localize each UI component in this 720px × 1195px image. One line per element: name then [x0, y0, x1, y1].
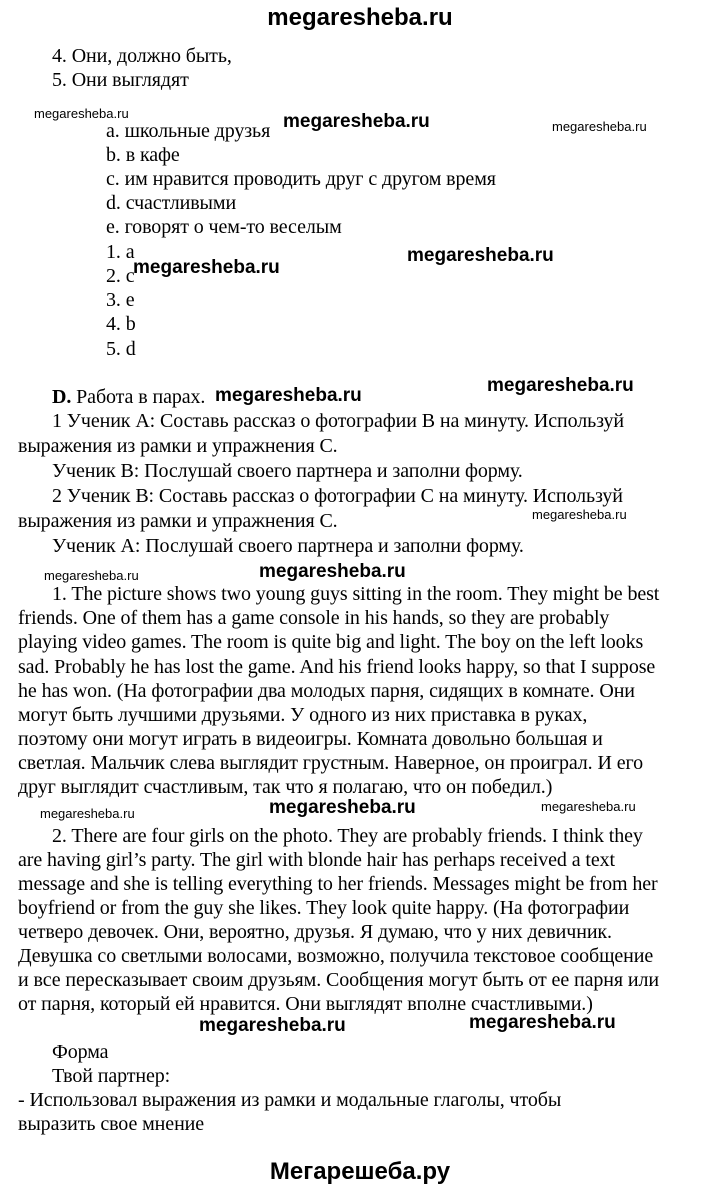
answer-line: 4. b [106, 313, 136, 335]
instruction-line: Ученик А: Послушай своего партнера и заполни форму. [52, 535, 524, 557]
instruction-line: выражения из рамки и упражнения С. [18, 510, 338, 532]
section-heading [52, 385, 205, 409]
footer-watermark: Мегарешеба.ру [269, 1158, 451, 1185]
answer2-line: are having girl’s party. The girl with blonde hair has perhaps received a text [18, 849, 615, 871]
form-subtitle: Твой партнер: [52, 1065, 171, 1087]
watermark: megaresheba.ru [44, 568, 139, 583]
item-line: 4. Они, должно быть, [52, 45, 232, 67]
instruction-line: 2 Ученик В: Составь рассказ о фотографии С на минуту. Используй [52, 485, 623, 507]
watermark: megaresheba.ru [552, 119, 647, 134]
answer2-line: и все пересказывает своим друзьям. Сообщения могут быть от ее парня или [18, 969, 659, 991]
section-label: D. [52, 386, 72, 408]
answer1-line: светлая. Мальчик слева выглядит грустным. Наверное, он проиграл. И его [18, 752, 644, 774]
watermark: megaresheba.ru [40, 806, 135, 821]
watermark: megaresheba.ru [215, 385, 362, 406]
watermark: megaresheba.ru [283, 111, 430, 132]
watermark: megaresheba.ru [532, 507, 627, 522]
watermark: megaresheba.ru [407, 245, 554, 266]
watermark: megaresheba.ru [34, 106, 129, 121]
option-line: d. счастливыми [106, 192, 237, 214]
answer-line: 2. c [106, 265, 135, 287]
option-line: a. школьные друзья [106, 120, 271, 142]
answer2-line: boyfriend or from the guy she likes. They look quite happy. (На фотографии [18, 897, 630, 919]
instruction-line: выражения из рамки и упражнения С. [18, 435, 338, 457]
answer2-line: от парня, который ей нравится. Они выглядят вполне счастливыми.) [18, 993, 593, 1015]
item-line: 5. Они выглядят [52, 69, 189, 91]
answer-line: 1. a [106, 241, 135, 263]
watermark: megaresheba.ru [199, 1015, 346, 1036]
watermark: megaresheba.ru [259, 561, 406, 582]
watermark: megaresheba.ru [133, 257, 280, 278]
watermark: megaresheba.ru [269, 797, 416, 818]
option-line: b. в кафе [106, 144, 180, 166]
answer2-line: Девушка со светлыми волосами, возможно, получила текстовое сообщение [18, 945, 654, 967]
answer1-line: he has won. (На фотографии два молодых парня, сидящих в комнате. Они [18, 680, 635, 702]
header-watermark: megaresheba.ru [267, 4, 453, 31]
answer1-line: 1. The picture shows two young guys sitting in the room. They might be best [52, 583, 660, 605]
section-title: Работа в парах. [76, 386, 206, 408]
instruction-line: Ученик В: Послушай своего партнера и заполни форму. [52, 460, 523, 482]
form-line: - Использовал выражения из рамки и модальные глаголы, чтобы [18, 1089, 562, 1111]
answer1-line: sad. Probably he has lost the game. And his friend looks happy, so that I suppose [18, 656, 656, 678]
answer1-line: могут быть лучшими друзьями. У одного из них приставка в руках, [18, 704, 588, 726]
option-line: c. им нравится проводить друг с другом время [106, 168, 496, 190]
answer-line: 5. d [106, 338, 136, 360]
answer1-line: friends. One of them has a game console in his hands, so they are probably [18, 607, 610, 629]
answer1-line: playing video games. The room is quite big and light. The boy on the left looks [18, 631, 644, 653]
instruction-line: 1 Ученик А: Составь рассказ о фотографии В на минуту. Используй [52, 410, 625, 432]
answer1-line: друг выглядит счастливым, так что я полагаю, что он победил.) [18, 776, 553, 798]
form-line: выразить свое мнение [18, 1113, 205, 1135]
answer2-line: четверо девочек. Они, вероятно, друзья. Я думаю, что у них девичник. [18, 921, 612, 943]
form-title: Форма [52, 1041, 109, 1063]
answer2-line: 2. There are four girls on the photo. They are probably friends. I think they [52, 825, 643, 847]
watermark: megaresheba.ru [541, 799, 636, 814]
watermark: megaresheba.ru [487, 375, 634, 396]
answer2-line: message and she is telling everything to her friends. Messages might be from her [18, 873, 658, 895]
answer-line: 3. e [106, 289, 135, 311]
watermark: megaresheba.ru [469, 1012, 616, 1033]
answer1-line: поэтому они могут играть в видеоигры. Комната довольно большая и [18, 728, 603, 750]
option-line: e. говорят о чем-то веселым [106, 216, 342, 238]
